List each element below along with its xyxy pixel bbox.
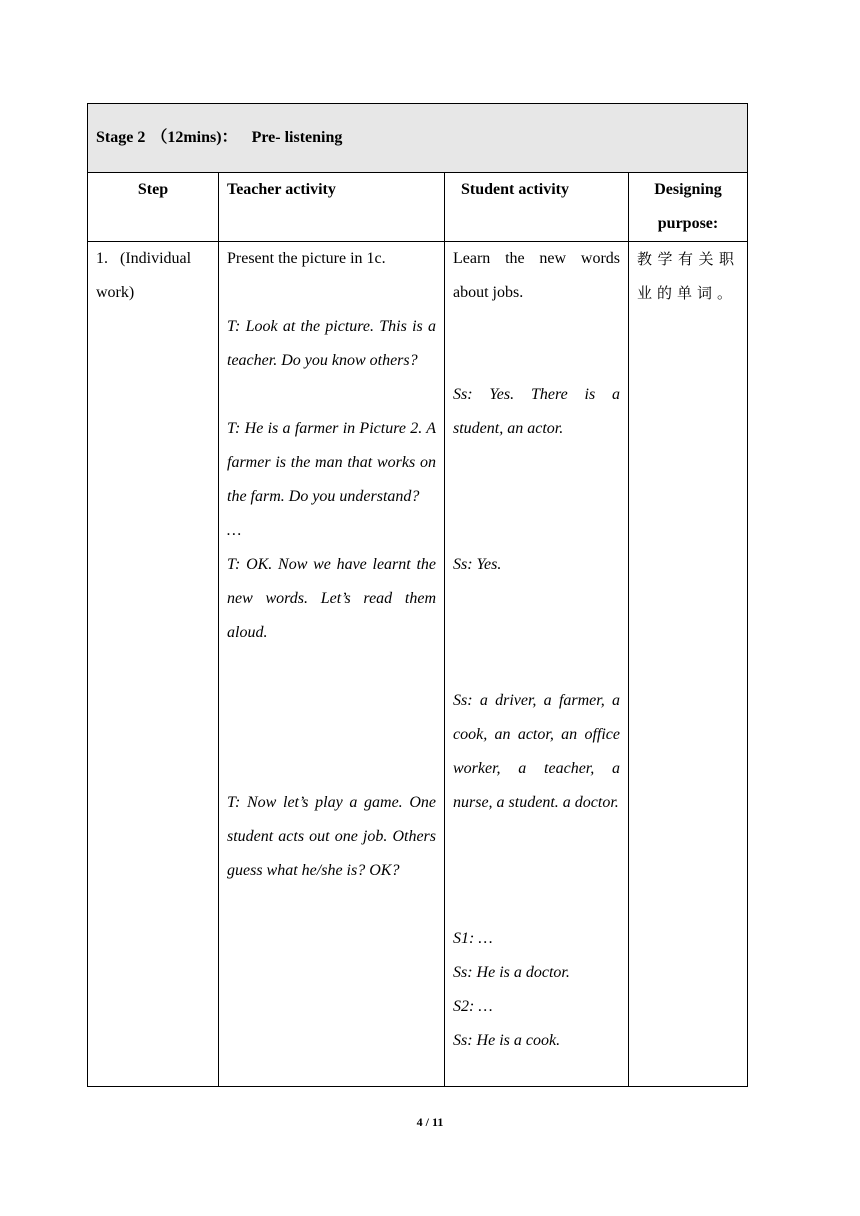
header-student: Student activity <box>461 181 569 198</box>
stage-name: Pre- listening <box>251 129 343 146</box>
header-student-cell <box>445 173 629 242</box>
student-line-5: S1: … <box>453 930 493 947</box>
teacher-line-1: Present the picture in 1c. <box>227 250 386 267</box>
student-line-3: Ss: Yes. <box>453 556 502 573</box>
step-cell <box>88 242 219 1087</box>
student-line-4: Ss: a driver, a farmer, a cook, an actor, an office worker, a teacher, a nurse, a student. a doctor. <box>453 692 620 811</box>
teacher-activity-cell <box>219 242 445 1087</box>
student-line-1: Learn the new words about jobs. <box>453 250 620 301</box>
header-teacher-cell <box>219 173 445 242</box>
header-purpose-line2: purpose: <box>657 215 719 232</box>
header-purpose-line1: Designing <box>654 181 722 198</box>
header-teacher: Teacher activity <box>227 181 336 198</box>
teacher-line-6: T: Now let’s play a game. One student acts out one job. Others guess what he/she is? OK? <box>227 794 436 879</box>
purpose-cell <box>629 242 748 1087</box>
header-step-cell <box>88 173 219 242</box>
student-line-6: Ss: He is a doctor. <box>453 964 570 981</box>
student-line-2: Ss: Yes. There is a student, an actor. <box>453 386 620 437</box>
header-purpose-cell <box>629 173 748 242</box>
stage-header-cell <box>88 104 748 173</box>
header-step: Step <box>137 181 169 198</box>
student-line-7: S2: … <box>453 998 493 1015</box>
step-line1: 1. (Individual <box>96 250 192 267</box>
teacher-ellipsis: … <box>227 522 242 539</box>
teacher-line-2: T: Look at the picture. This is a teacher. Do you know others? <box>227 318 436 369</box>
student-activity-cell <box>445 242 629 1087</box>
stage-title <box>88 104 747 172</box>
step-line2: work) <box>96 284 135 301</box>
purpose-text: 教学有关职业的单词。 <box>637 250 739 302</box>
lesson-table <box>87 103 748 1087</box>
stage-number: Stage 2 <box>96 129 146 146</box>
stage-duration: （12mins)： <box>151 129 238 146</box>
student-line-8: Ss: He is a cook. <box>453 1032 561 1049</box>
teacher-line-5: T: OK. Now we have learnt the new words. Let’s read them aloud. <box>227 556 436 641</box>
teacher-line-3: T: He is a farmer in Picture 2. A farmer is the man that works on the farm. Do you understand? <box>227 420 436 505</box>
page-number: 4 / 11 <box>416 1115 444 1129</box>
